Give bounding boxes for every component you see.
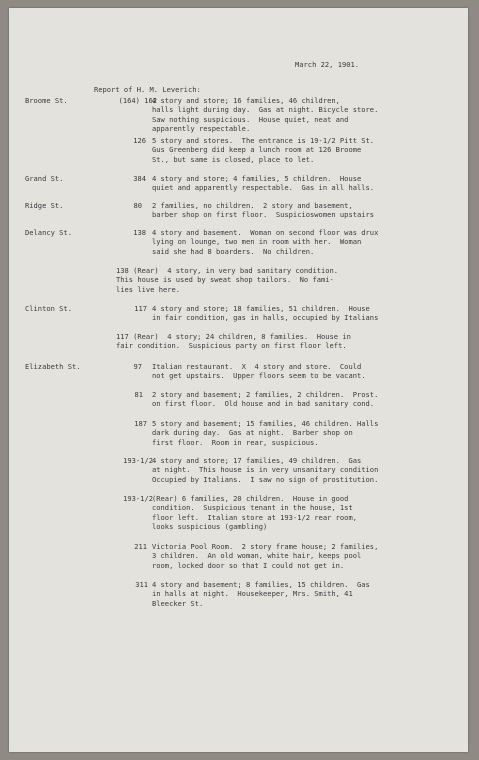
entry-street: Clinton St. — [25, 304, 72, 313]
entry-number: 117 — [134, 304, 147, 313]
entry-text: 5 story and stores. The entrance is 19-1/2 Pitt St. Gus Greenberg did keep a lunch room at 126 Broome St., but same is closed, place to let. — [152, 136, 375, 164]
entry-text: 138 (Rear) 4 story, in very bad sanitary condition. This house is used by sweat shop tailors. No fami- lies live here. — [116, 266, 339, 294]
entry-text: 4 story and basement. Woman on second floor was drux lying on lounge, two men in room with her. Woman said she had 8 boarders. No children. — [152, 228, 379, 256]
entry-street: Delancy St. — [25, 228, 72, 237]
entry-text: Italian restaurant. X 4 story and store. Could not get upstairs. Upper floors seem to be vacant. — [152, 362, 366, 381]
entry-number: 193-1/2 — [123, 494, 153, 503]
entry-number: 138 — [133, 228, 146, 237]
entry-text: 4 story and store; 17 families, 49 children. Gas at night. This house is in very unsanitary condition Occupied by Italians. I saw no sign of prostitution. — [152, 456, 379, 484]
entry-number: 81 — [134, 390, 143, 399]
entry-number: 311 — [135, 580, 148, 589]
entry-street: Broome St. — [25, 96, 68, 105]
entry-text: 2 families, no children. 2 story and basement, barber shop on first floor. Suspicioswomen upstairs — [152, 201, 375, 220]
entry-number: 211 — [134, 542, 147, 551]
entry-street: Grand St. — [25, 174, 64, 183]
document-page — [9, 8, 468, 752]
entry-street: Ridge St. — [25, 201, 64, 210]
entry-text: 5 story and basement; 15 families, 46 children. Halls dark during day. Gas at night. Barber shop on first floor. Room in rear, suspicious. — [152, 419, 379, 447]
entry-number: 193-1/2 — [123, 456, 153, 465]
entry-text: (Rear) 6 families, 20 children. House in good condition. Suspicious tenant in the house, 1st floor left. Italian store at 193-1/2 rear room, looks suspicious (gambling) — [152, 494, 357, 532]
entry-text: 4 story and store; 4 families, 5 children. House quiet and apparently respectable. Gas in all halls. — [152, 174, 375, 193]
report-heading: Report of H. M. Leverich: — [94, 85, 201, 94]
entry-text: 2 story and basement; 2 families, 2 children. Prost. on first floor. Old house and in bad sanitary cond. — [152, 390, 379, 409]
entry-text: 4 story and store; 18 families, 51 children. House in fair condition, gas in halls, occupied by Italians — [152, 304, 379, 323]
entry-text: Victoria Pool Room. 2 story frame house; 2 families, 3 children. An old woman, white hair, keeps pool room, locked door so that I could not get in. — [152, 542, 379, 570]
entry-text: 4 story and basement; 8 families, 15 children. Gas in halls at night. Housekeeper, Mrs. Smith, 41 Bleecker St. — [152, 580, 370, 608]
entry-number: 384 — [133, 174, 146, 183]
entry-text: 4 story and store; 16 families, 46 children, halls light during day. Gas at night. Bicycle store. Saw nothing suspicious. House quiet, neat and apparently respectable. — [152, 96, 379, 134]
entry-number: (164) 162 — [118, 96, 157, 105]
entry-street: Elizabeth St. — [25, 362, 81, 371]
entry-number: 187 — [134, 419, 147, 428]
entry-text: 117 (Rear) 4 story; 24 children, 8 families. House in fair condition. Suspicious party on first floor left. — [116, 332, 351, 351]
entry-number: 80 — [133, 201, 142, 210]
report-date: March 22, 1901. — [295, 60, 360, 69]
entry-number: 97 — [133, 362, 142, 371]
entry-number: 126 — [133, 136, 146, 145]
